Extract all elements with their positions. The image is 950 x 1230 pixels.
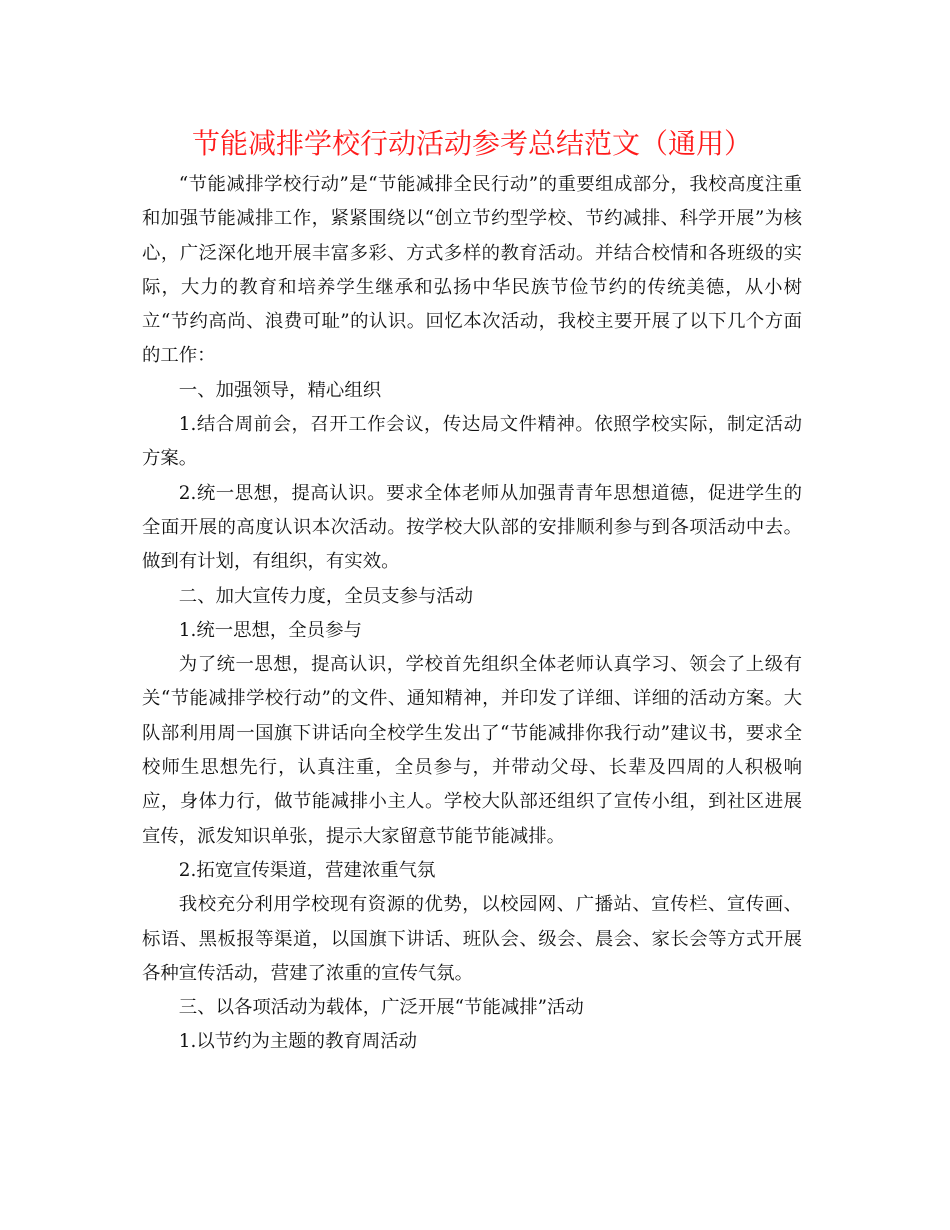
list-item-1-2: 2.统一思想，提高认识。要求全体老师从加强青青年思想道德，促进学生的全面开展的高度认识本次活动。按学校大队部的安排顺利参与到各项活动中去。做到有计划，有组织，有实效。 <box>142 482 802 573</box>
document-title: 节能减排学校行动活动参考总结范文（通用） <box>191 127 752 160</box>
paragraph-2-2-body: 我校充分利用学校现有资源的优势，以校园网、广播站、宣传栏、宣传画、标语、黑板报等渠道，以国旗下讲话、班队会、级会、晨会、家长会等方式开展各种宣传活动，营建了浓重的宣传气氛。 <box>142 894 802 984</box>
list-item-3-1: 1.以节约为主题的教育周活动 <box>178 1031 418 1053</box>
paragraph-intro: “节能减排学校行动”是“节能减排全民行动”的重要组成部分，我校高度注重和加强节能减排工作，紧紧围绕以“创立节约型学校、节约减排、科学开展”为核心，广泛深化地开展丰富多彩、方式多样的教育活动。并结合校情和各班级的实际，大力的教育和培养学生继承和弘扬中华民族节俭节约的传统美德，从小树立“节约高尚、浪费可耻”的认识。回忆本次活动，我校主要开展了以下几个方面的工作： <box>142 174 802 367</box>
list-item-1-1: 1.结合周前会，召开工作会议，传达局文件精神。依照学校实际，制定活动方案。 <box>142 414 802 470</box>
section-heading-2: 二、加大宣传力度，全员支参与活动 <box>178 585 474 607</box>
section-heading-1: 一、加强领导，精心组织 <box>178 379 382 401</box>
list-item-2-2: 2.拓宽宣传渠道，营建浓重气氛 <box>178 859 436 881</box>
list-item-2-1: 1.统一思想，全员参与 <box>178 619 362 641</box>
document-body <box>142 168 802 1060</box>
paragraph-2-1-body: 为了统一思想，提高认识，学校首先组织全体老师认真学习、领会了上级有关“节能减排学校行动”的文件、通知精神，并印发了详细、详细的活动方案。大队部利用周一国旗下讲话向全校学生发出了“节能减排你我行动”建议书，要求全校师生思想先行，认真注重，全员参与，并带动父母、长辈及四周的人积极响应，身体力行，做节能减排小主人。学校大队部还组织了宣传小组，到社区进展宣传，派发知识单张，提示大家留意节能节能减排。 <box>142 654 802 847</box>
section-heading-3: 三、以各项活动为载体，广泛开展“节能减排”活动 <box>178 997 584 1019</box>
